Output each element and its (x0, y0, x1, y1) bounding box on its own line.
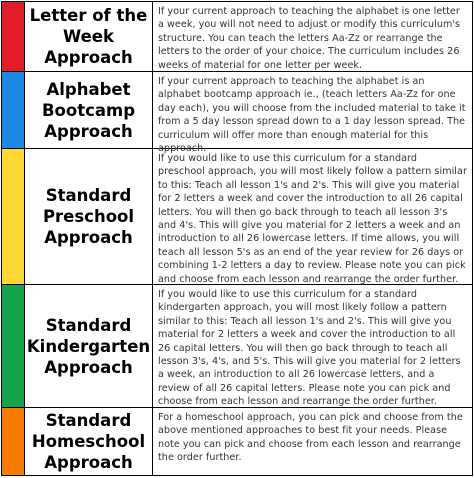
row-alphabet-bootcamp (2, 72, 472, 155)
row-standard-kindergarten (2, 285, 472, 408)
approach-title: Alphabet Bootcamp Approach (41, 79, 136, 141)
row-letter-of-the-week (2, 2, 472, 72)
approach-description: For a homeschool approach, you can pick and choose from the above mentioned approaches to best fit your needs. Please note you can pick and choose from each lesson and rearrange the order further. (158, 412, 463, 464)
title-cell (25, 72, 153, 148)
title-cell (25, 285, 153, 407)
approach-description: If your current approach to teaching the alphabet is an alphabet bootcamp approach ie., (teach letters Aa-Zz for one day each), you will choose from the included material to take it from a 5 day lesson spread down to a 1 day lesson spread. The curriculum will offer more than enough material for this approach. (158, 76, 466, 155)
description-cell (153, 149, 472, 284)
approach-table (1, 1, 473, 476)
title-cell (25, 149, 153, 284)
approach-description: If you would like to use this curriculum for a standard kindergarten approach, you will most likely follow a pattern similar to this: Teach all lesson 1's and 2's. This will give you material for 2 letters a week and cover the introduction to all 26 capital letters. You will then go back through to teach all lesson 3's, 4's, and 5's. This will give you material for 2 letters a week, an introduction to all 26 lowercase letters, and a review of all 26 capital letters. Please note you can pick and choose from each lesson and rearrange the order further. (158, 289, 461, 408)
approach-description: If your current approach to teaching the alphabet is one letter a week, you will not need to adjust or modify this curriculum's structure. You can teach the letters Aa-Zz or rearrange the letters to the order of your choice. The curriculum includes 26 weeks of material for one letter per week. (158, 6, 461, 71)
yellow-color-stripe (2, 149, 25, 284)
approach-title: Standard Preschool Approach (42, 186, 135, 247)
orange-color-stripe (2, 408, 25, 475)
row-standard-homeschool (2, 408, 472, 475)
red-color-stripe (2, 2, 25, 71)
approach-title: Standard Homeschool Approach (31, 411, 146, 472)
approach-title: Standard Kindergarten Approach (26, 315, 151, 377)
title-cell (25, 2, 153, 71)
title-cell (25, 408, 153, 475)
row-standard-preschool (2, 149, 472, 285)
approach-description: If you would like to use this curriculum for a standard preschool approach, you will most likely follow a pattern similar to this: Teach all lesson 1's and 2's. This will give you material for 2 letters a week and cover the introduction to all 26 capital letters. You will then go back through to teach all lesson 3's and 4's. This will give you material for 2 letters a week and an introduction to all 26 lowercase letters. If time allows, you will teach all lesson 5's as an end of the year review for 26 days or combining 1-2 letters a day to review. Please note you can pick and choose from each lesson and rearrange the order further. (158, 153, 467, 285)
green-color-stripe (2, 285, 25, 407)
blue-color-stripe (2, 72, 25, 148)
description-cell (153, 285, 472, 407)
description-cell (153, 2, 472, 71)
approach-title: Letter of the Week Approach (29, 6, 148, 67)
description-cell (153, 408, 472, 475)
description-cell (153, 72, 472, 155)
